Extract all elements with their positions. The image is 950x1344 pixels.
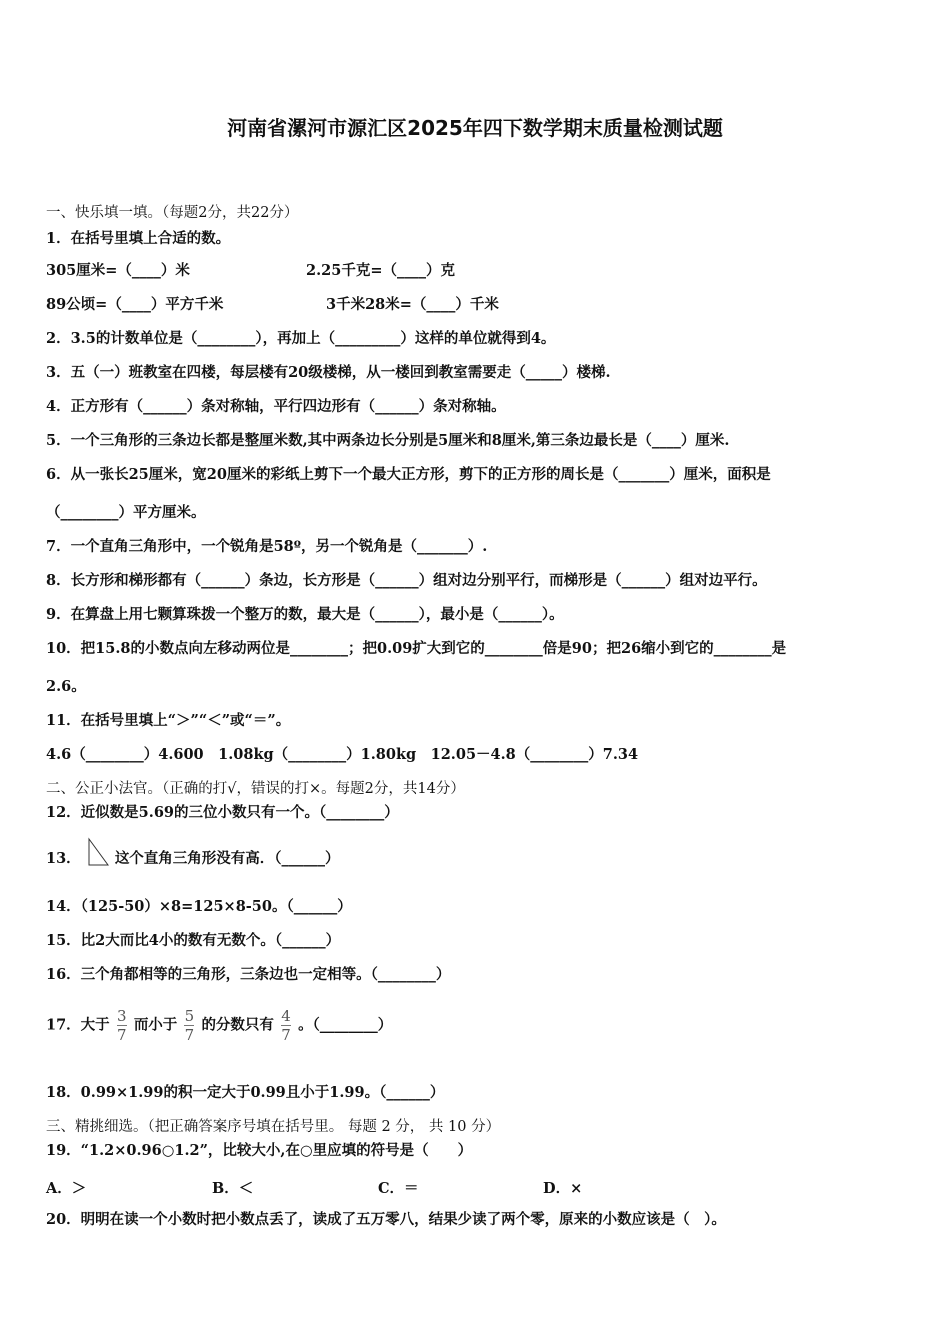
question-7: 7．一个直角三角形中，一个锐角是58º，另一个锐角是（_______）. [46, 538, 488, 555]
option-c: C．＝ [378, 1180, 419, 1197]
fraction-3-7-numerator: 3 [116, 1007, 127, 1025]
page-title: 河南省漯河市源汇区2025年四下数学期末质量检测试题 [227, 116, 723, 140]
question-13-number: 13． [46, 850, 81, 867]
question-17-part-d: 。（________） [298, 1016, 393, 1034]
question-17-part-c: 的分数只有 [201, 1016, 274, 1034]
question-8: 8．长方形和梯形都有（______）条边，长方形是（______）组对边分别平行，而梯形是（______）组对边平行。 [46, 572, 767, 589]
question-14: 14．（125-50）×8=125×8-50。（______） [46, 898, 352, 915]
question-9: 9．在算盘上用七颗算珠拨一个整万的数，最大是（______），最小是（______）。 [46, 606, 564, 623]
section-1-heading: 一、快乐填一填。（每题2分，共22分） [46, 205, 299, 221]
question-19: 19．“1.2×0.96○1.2”，比较大小,在○里应填的符号是（ ） [46, 1142, 473, 1159]
question-20: 20．明明在读一个小数时把小数点丢了，读成了五万零八，结果少读了两个零，原来的小数应该是（ ）。 [46, 1211, 726, 1228]
option-b: B．＜ [212, 1180, 254, 1197]
question-5: 5．一个三角形的三条边长都是整厘米数,其中两条边长分别是5厘米和8厘米,第三条边最长是（____）厘米. [46, 432, 730, 449]
question-10-line2: 2.6。 [46, 678, 86, 695]
question-6-line1: 6．从一张长25厘米，宽20厘米的彩纸上剪下一个最大正方形，剪下的正方形的周长是（_______）厘米，面积是 [46, 466, 771, 483]
fraction-5-7 [184, 1008, 194, 1043]
fraction-3-7-denominator: 7 [116, 1026, 127, 1044]
question-1: 1．在括号里填上合适的数。 [46, 230, 231, 247]
question-15: 15．比2大而比4小的数有无数个。（______） [46, 932, 341, 949]
question-2: 2．3.5的计数单位是（________），再加上（_________）这样的单位就得到4。 [46, 330, 556, 347]
question-11: 11．在括号里填上“＞”“＜”或“＝”。 [46, 712, 291, 729]
question-6-line2: （________）平方厘米。 [46, 504, 206, 521]
question-18: 18．0.99×1.99的积一定大于0.99且小于1.99。（______） [46, 1084, 445, 1101]
question-17 [46, 1008, 392, 1043]
question-1b: 2.25千克=（____）克 [306, 262, 455, 279]
question-17-part-b: 而小于 [133, 1016, 178, 1034]
right-triangle-icon [86, 837, 110, 867]
question-1c: 89公顷=（____）平方千米 [46, 296, 224, 313]
fraction-4-7-numerator: 4 [281, 1007, 291, 1025]
option-d: D．× [543, 1180, 583, 1197]
question-11-items: 4.6（________）4.600 1.08kg（________）1.80kg 12.05－4.8（________）7.34 [46, 746, 639, 763]
fraction-5-7-numerator: 5 [184, 1007, 195, 1025]
fraction-3-7 [117, 1008, 127, 1043]
option-a: A．＞ [46, 1180, 87, 1197]
question-13 [46, 850, 340, 868]
question-1a: 305厘米=（____）米 [46, 262, 190, 279]
question-10-line1: 10．把15.8的小数点向左移动两位是________；把0.09扩大到它的________倍是90；把26缩小到它的________是 [46, 640, 787, 657]
fraction-5-7-denominator: 7 [184, 1026, 195, 1044]
section-3-heading: 三、精挑细选。（把正确答案序号填在括号里。 每题 2 分， 共 10 分） [46, 1119, 501, 1135]
question-13-text: 这个直角三角形没有高．（______） [114, 850, 340, 867]
fraction-4-7-denominator: 7 [281, 1026, 291, 1044]
question-3: 3．五（一）班教室在四楼，每层楼有20级楼梯，从一楼回到教室需要走（_____）楼梯. [46, 364, 611, 381]
question-1d: 3千米28米=（____）千米 [326, 296, 499, 313]
fraction-4-7 [281, 1008, 291, 1043]
question-16: 16．三个角都相等的三角形，三条边也一定相等。（________） [46, 966, 451, 983]
section-2-heading: 二、公正小法官。（正确的打√，错误的打×。每题2分，共14分） [46, 781, 465, 797]
question-17-part-a: 17．大于 [46, 1016, 110, 1034]
question-4: 4．正方形有（______）条对称轴，平行四边形有（______）条对称轴。 [46, 398, 506, 415]
question-12: 12．近似数是5.69的三位小数只有一个。（________） [46, 804, 399, 821]
